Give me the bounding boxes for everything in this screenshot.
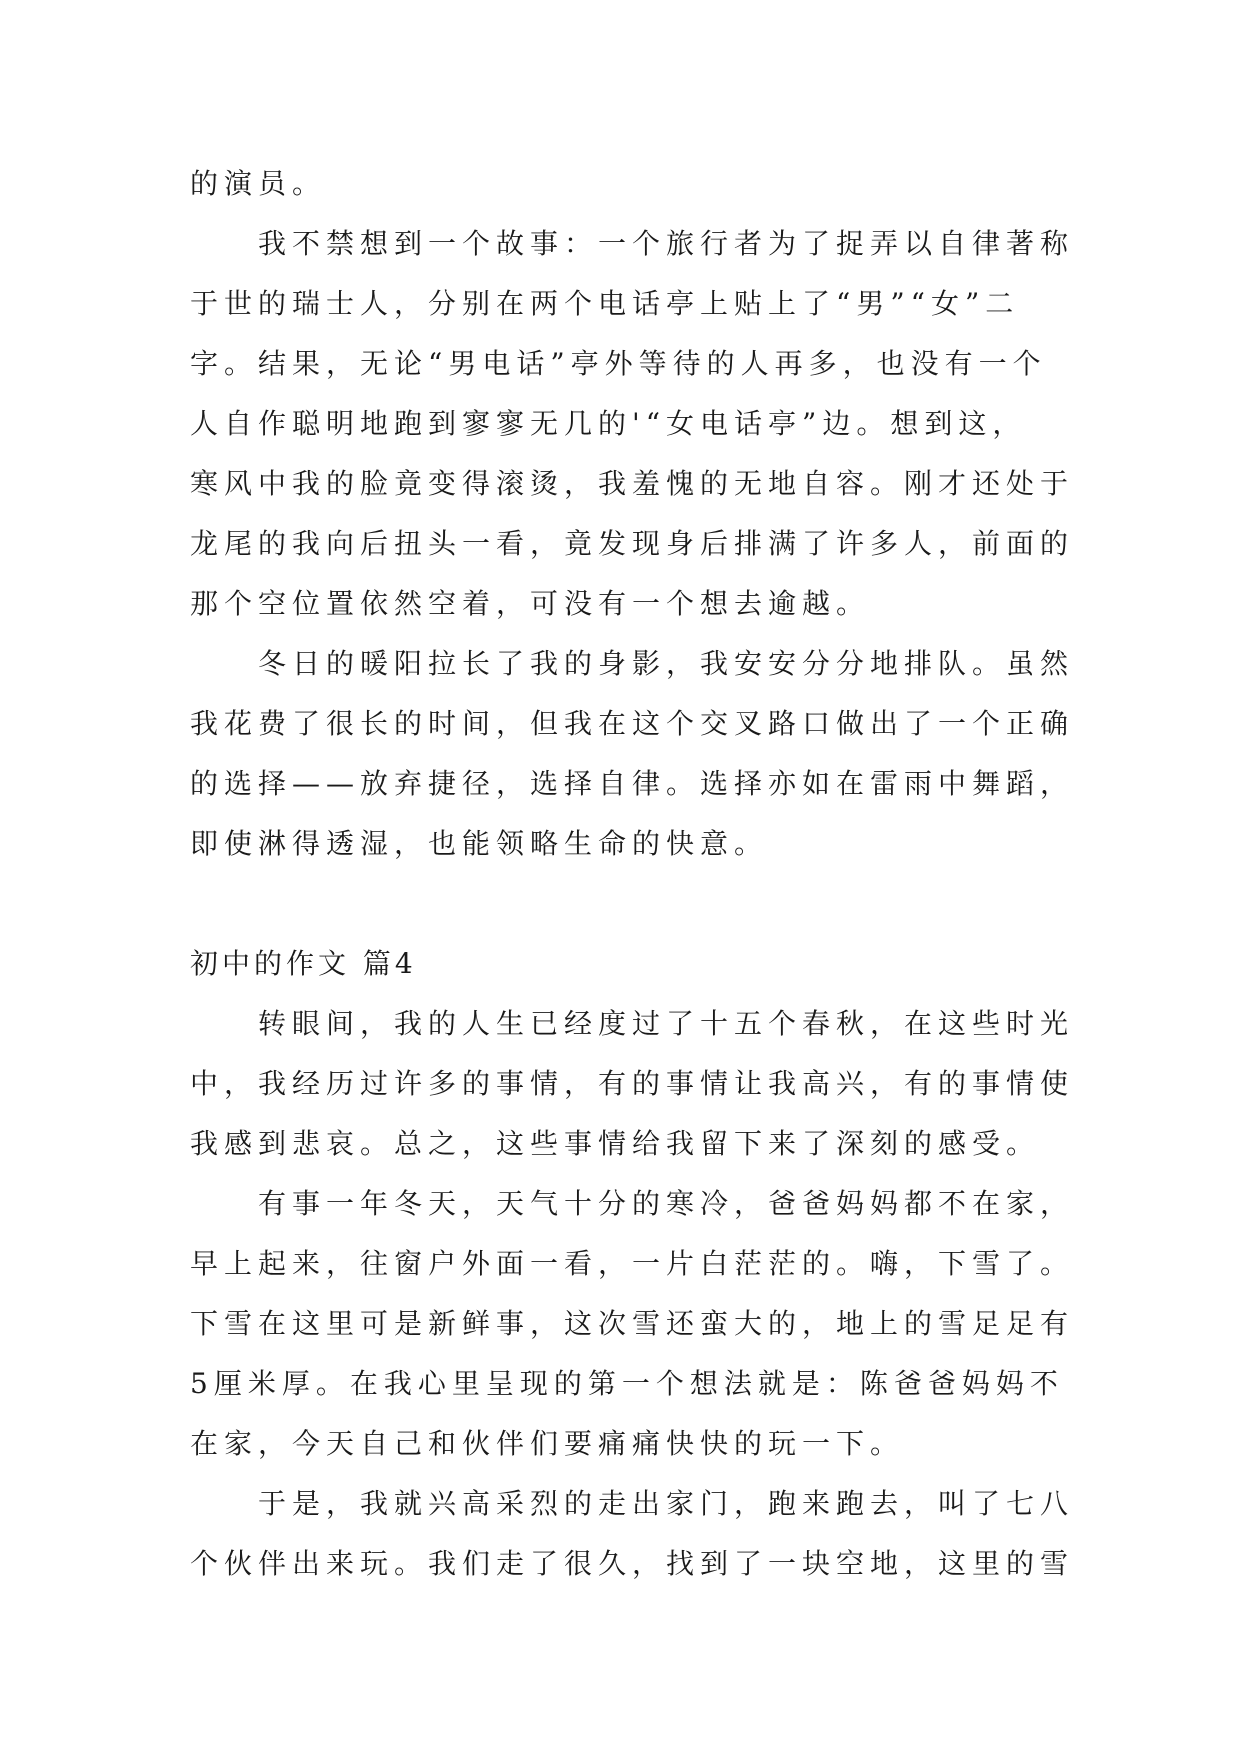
paragraph-gap	[190, 874, 1081, 934]
section-heading: 初中的作文 篇4	[190, 947, 417, 980]
text-line: 人自作聪明地跑到寥寥无几的'“女电话亭”边。想到这，	[190, 407, 1027, 440]
text-line: 转眼间，我的人生已经度过了十五个春秋，在这些时光	[258, 1007, 1075, 1040]
text-line: 我感到悲哀。总之，这些事情给我留下来了深刻的感受。	[190, 1127, 1041, 1160]
text-line: 在家，今天自己和伙伴们要痛痛快快的玩一下。	[190, 1427, 905, 1460]
text-line: 那个空位置依然空着，可没有一个想去逾越。	[190, 587, 871, 620]
text-line: 下雪在这里可是新鲜事，这次雪还蛮大的，地上的雪足足有	[190, 1307, 1075, 1340]
text-line: 我花费了很长的时间，但我在这个交叉路口做出了一个正确	[190, 707, 1075, 740]
text-line: 5厘米厚。在我心里呈现的第一个想法就是：陈爸爸妈妈不	[190, 1367, 1064, 1400]
text-line: 于是，我就兴高采烈的走出家门，跑来跑去，叫了七八	[258, 1487, 1075, 1520]
text-line: 的选择——放弃捷径，选择自律。选择亦如在雷雨中舞蹈，	[190, 767, 1075, 800]
text-line: 有事一年冬天，天气十分的寒冷，爸爸妈妈都不在家，	[258, 1187, 1075, 1220]
text-line: 龙尾的我向后扭头一看，竟发现身后排满了许多人，前面的	[190, 527, 1075, 560]
text-line: 于世的瑞士人，分别在两个电话亭上贴上了“男”“女”二	[190, 287, 1020, 320]
text-line: 早上起来，往窗户外面一看，一片白茫茫的。嗨，下雪了。	[190, 1247, 1075, 1280]
text-line: 寒风中我的脸竟变得滚烫，我羞愧的无地自容。刚才还处于	[190, 467, 1075, 500]
text-line: 即使淋得透湿，也能领略生命的快意。	[190, 827, 769, 860]
text-line: 的演员。	[190, 167, 327, 200]
text-block-1	[190, 154, 1081, 874]
text-line: 我不禁想到一个故事：一个旅行者为了捉弄以自律著称	[258, 227, 1075, 260]
text-line: 冬日的暖阳拉长了我的身影，我安安分分地排队。虽然	[258, 647, 1075, 680]
text-line: 中，我经历过许多的事情，有的事情让我高兴，有的事情使	[190, 1067, 1075, 1100]
text-line: 字。结果，无论“男电话”亭外等待的人再多，也没有一个	[190, 347, 1047, 380]
text-block-2	[190, 994, 1081, 1594]
text-line: 个伙伴出来玩。我们走了很久，找到了一块空地，这里的雪	[190, 1547, 1075, 1580]
